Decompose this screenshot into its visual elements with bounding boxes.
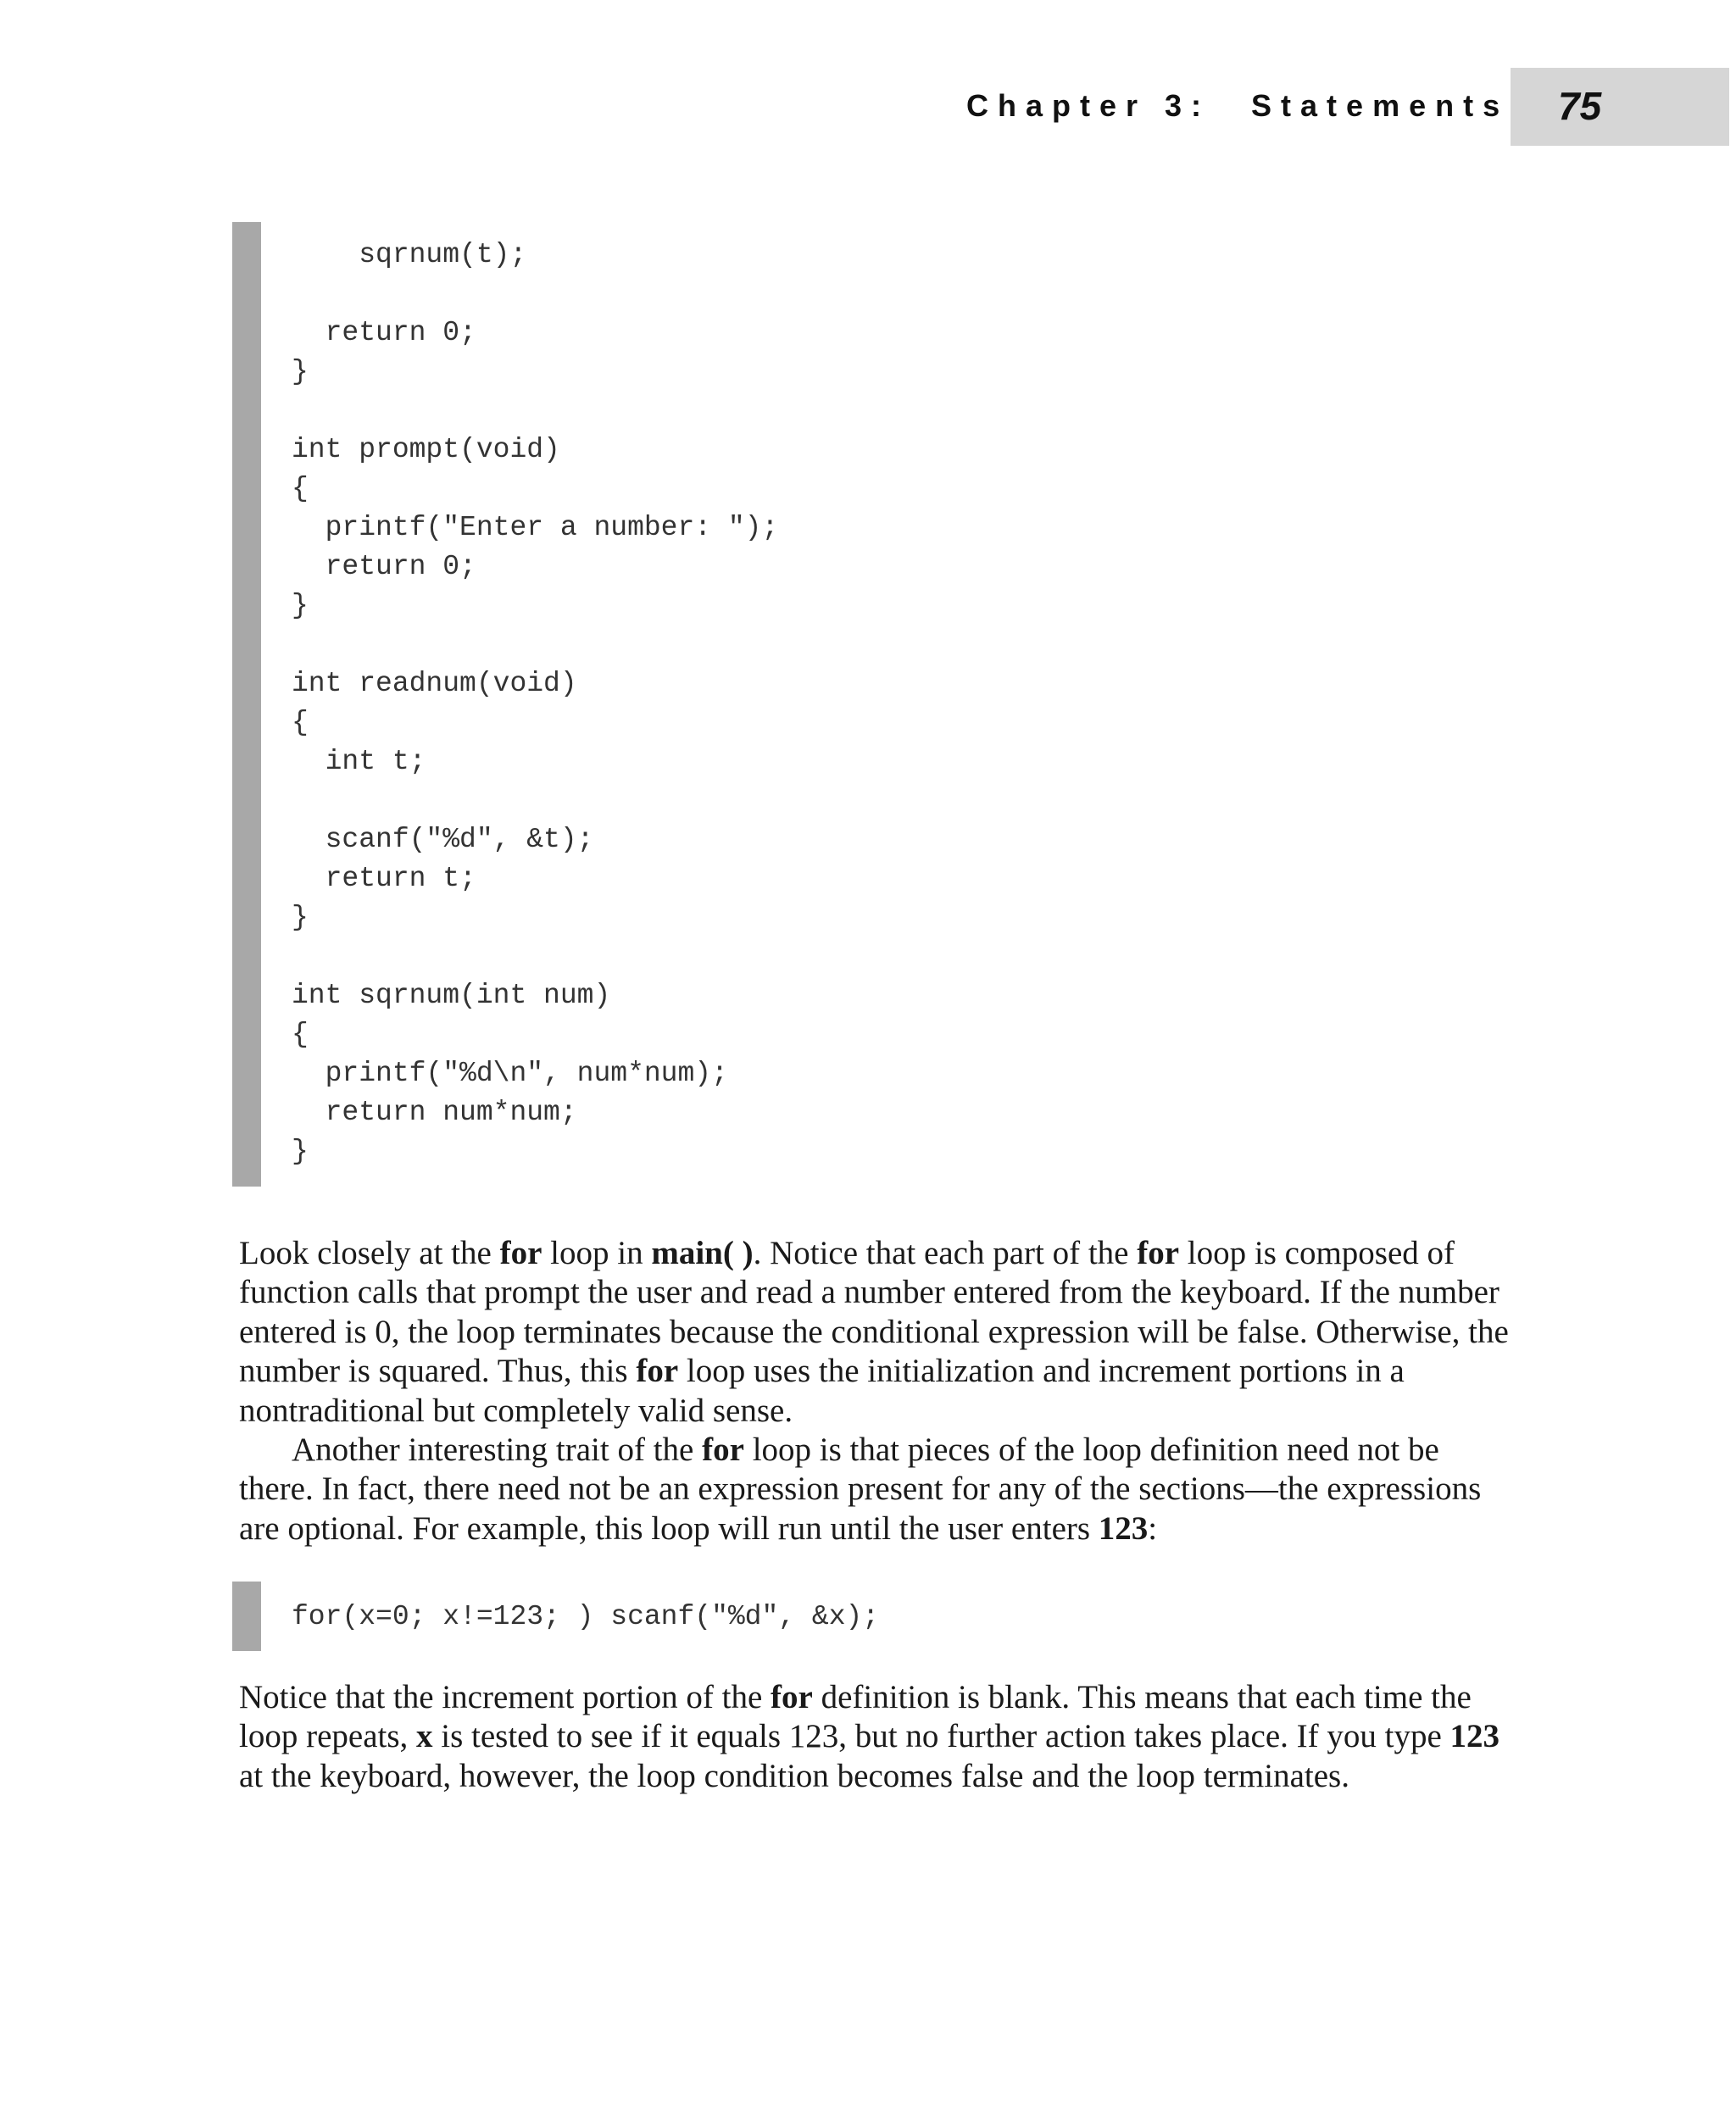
page-number: 75	[1558, 84, 1602, 128]
code-example-bar	[232, 1582, 261, 1651]
paragraph: Another interesting trait of the for loop is that pieces of the loop definition need not be there. In fact, there need not be an expression present for any of the sections—the expressions are optional. For example, this loop will run until the user enters 123:	[239, 1432, 1482, 1547]
code-listing: sqrnum(t); return 0; } int prompt(void) { printf("Enter a number: "); return 0; } int readnum(void) { int t; scanf("%d", &t); return t; } int sqrnum(int num) { printf("%d\n", num*num); return num*num; }	[292, 239, 779, 1167]
chapter-label: Chapter 3:	[966, 88, 1211, 123]
code-example: for(x=0; x!=123; ) scanf("%d", &x);	[292, 1601, 880, 1632]
code-listing-bar	[232, 222, 261, 1187]
body-text-continued	[239, 1678, 1511, 1796]
paragraph: Notice that the increment portion of the for definition is blank. This means that each time the loop repeats, x is tested to see if it equals 123, but no further action takes place. If you type 123 at the keyboard, however, the loop condition becomes false and the loop terminates.	[239, 1679, 1500, 1794]
paragraph: Look closely at the for loop in main( ). Notice that each part of the for loop is composed of function calls that prompt the user and read a number entered from the keyboard. If the number entered is 0, the loop terminates because the conditional expression will be false. Otherwise, the number is squared. Thus, this for loop uses the initialization and increment portions in a nontraditional but completely valid sense.	[239, 1235, 1509, 1429]
running-head	[966, 88, 1510, 124]
body-text	[239, 1234, 1511, 1548]
page-number-tab	[1511, 68, 1729, 146]
chapter-title: Statements	[1251, 88, 1510, 123]
